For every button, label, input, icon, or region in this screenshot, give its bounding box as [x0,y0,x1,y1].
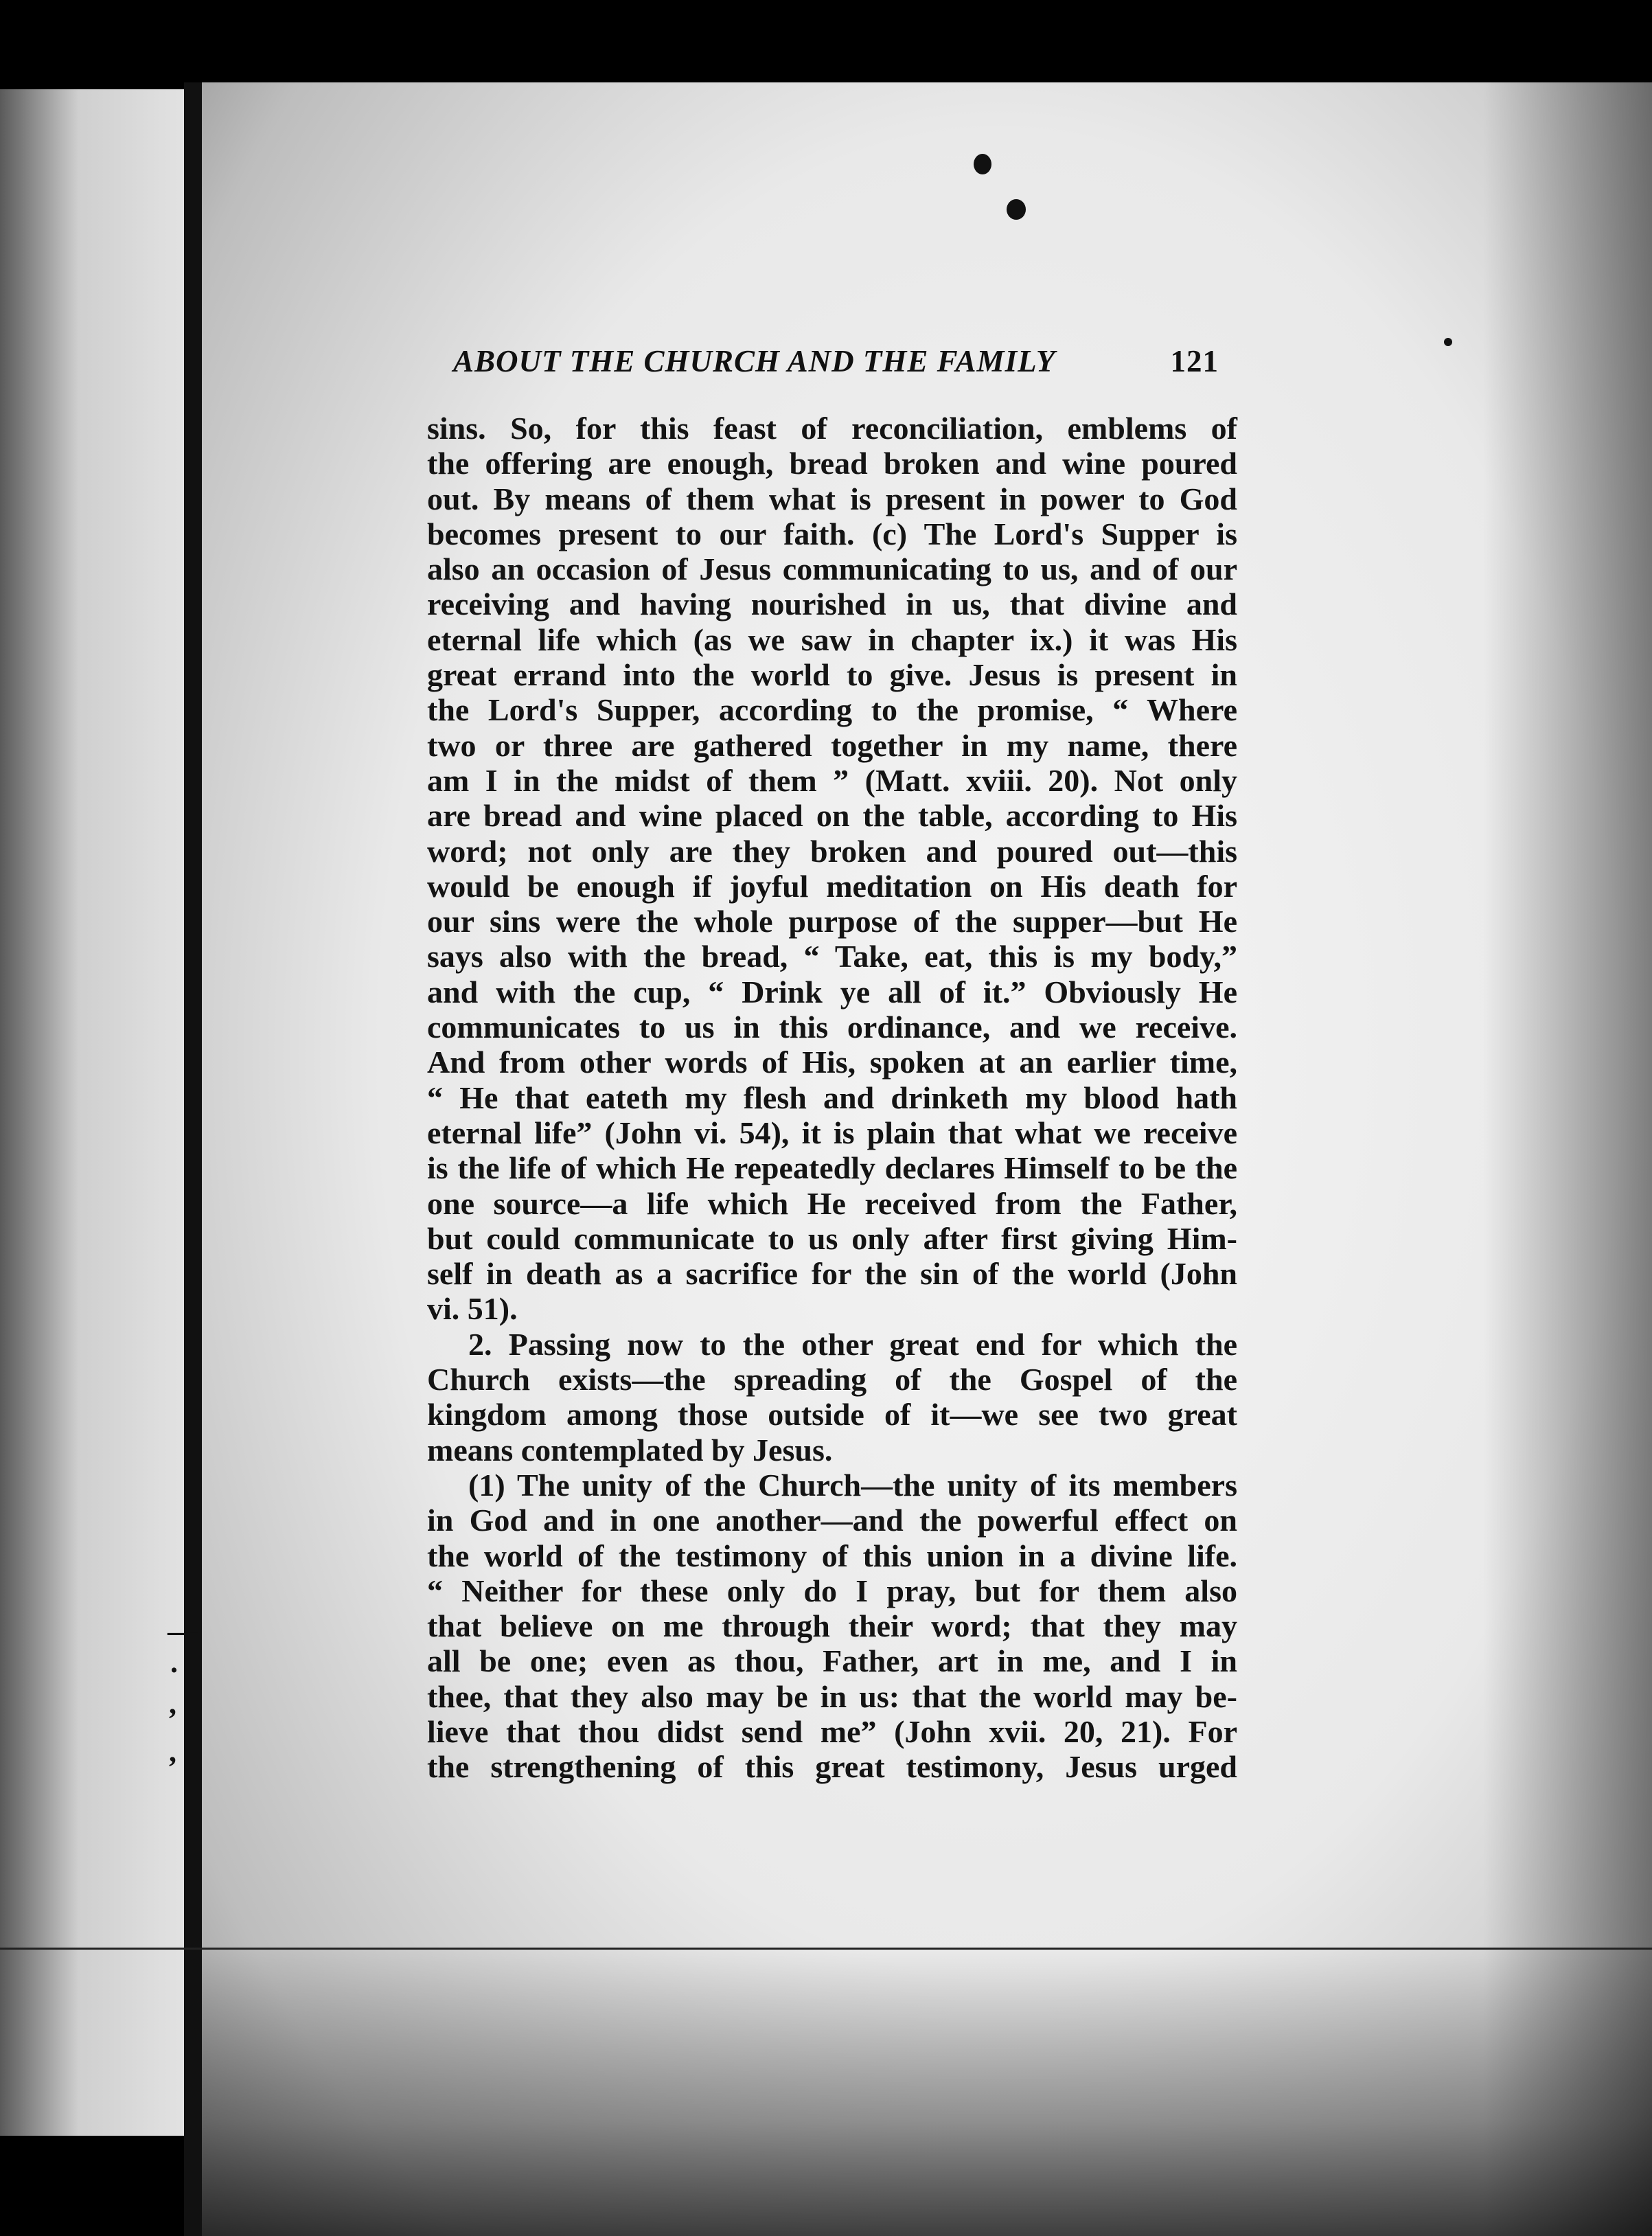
text-line: receiving and having nourished in us, that divine and [427,586,1237,622]
text-line: one source—a life which He received from the Father, [427,1185,1237,1221]
text-line: the offering are enough, bread broken and wine poured [427,446,1237,481]
text-line: two or three are gathered together in my name, there [427,727,1237,763]
text-line: am I in the midst of them ” (Matt. xviii. 20). Not only [427,762,1237,798]
text-line: says also with the bread, “ Take, eat, this is my body,” [427,939,1237,974]
page-bottom-shadow [202,1950,1652,2236]
text-line: kingdom among those outside of it—we see two great [427,1397,1237,1433]
margin-mark: . [170,1645,178,1679]
text-line: vi. 51). [427,1291,518,1327]
text-line: lieve that thou didst send me” (John xvii. 20, 21). For [427,1713,1237,1749]
text-line: Church exists—the spreading of the Gospel of the [427,1362,1237,1398]
ink-blot [1444,338,1452,346]
margin-mark: — [168,1615,198,1648]
body-text [427,411,1237,1785]
book-gutter [184,82,202,2236]
text-line: word; not only are they broken and poured out—this [427,833,1237,869]
scan-edge-line [0,1948,1652,1950]
text-line: thee, that they also may be in us: that the world may be- [427,1678,1237,1714]
text-line: self in death as a sacrifice for the sin of the world (John [427,1256,1237,1292]
text-line: great errand into the world to give. Jesus is present in [427,657,1237,693]
text-line: sins. So, for this feast of reconciliation, emblems of [427,411,1237,446]
text-line: would be enough if joyful meditation on His death for [427,868,1237,904]
text-line: but could communicate to us only after first giving Him- [427,1220,1237,1256]
text-line: and with the cup, “ Drink ye all of it.” Obviously He [427,974,1237,1009]
ink-blot [1007,199,1026,220]
text-line: the Lord's Supper, according to the promise, “ Where [427,692,1237,728]
text-line: is the life of which He repeatedly declares Himself to be the [427,1150,1237,1186]
text-line: means contemplated by Jesus. [427,1432,833,1468]
text-line: “ He that eateth my flesh and drinketh my blood hath [427,1080,1237,1115]
text-line: communicates to us in this ordinance, and we receive. [427,1009,1237,1045]
text-line: eternal life which (as we saw in chapter ix.) it was His [427,621,1237,657]
facing-page-edge [0,89,196,2136]
text-line: in God and in one another—and the powerful effect on [427,1503,1237,1538]
margin-mark: , [169,1735,176,1768]
text-line: out. By means of them what is present in power to God [427,481,1237,516]
text-line: eternal life” (John vi. 54), it is plain that what we receive [427,1115,1237,1150]
text-line: our sins were the whole purpose of the supper—but He [427,904,1237,939]
text-line: And from other words of His, spoken at an earlier time, [427,1045,1237,1080]
page-edge-shadow [1483,82,1652,2236]
text-line: the world of the testimony of this union in a divine life. [427,1538,1237,1573]
text-line: also an occasion of Jesus communicating to us, and of our [427,551,1237,587]
text-line: becomes present to our faith. (c) The Lord's Supper is [427,516,1237,551]
running-title: ABOUT THE CHURCH AND THE FAMILY [453,344,1056,378]
page-number: 121 [1170,344,1219,378]
text-line: “ Neither for these only do I pray, but for them also [427,1573,1237,1608]
text-line: the strengthening of this great testimony, Jesus urged [427,1749,1237,1785]
text-line: all be one; even as thou, Father, art in me, and I in [427,1643,1237,1679]
text-line: are bread and wine placed on the table, according to His [427,798,1237,834]
text-line: 2. Passing now to the other great end for which the [468,1326,1237,1362]
text-line: that believe on me through their word; that they may [427,1608,1237,1644]
text-line: (1) The unity of the Church—the unity of its members [468,1467,1237,1503]
margin-mark: , [169,1687,176,1720]
ink-blot [974,154,991,174]
running-header [453,343,1219,385]
